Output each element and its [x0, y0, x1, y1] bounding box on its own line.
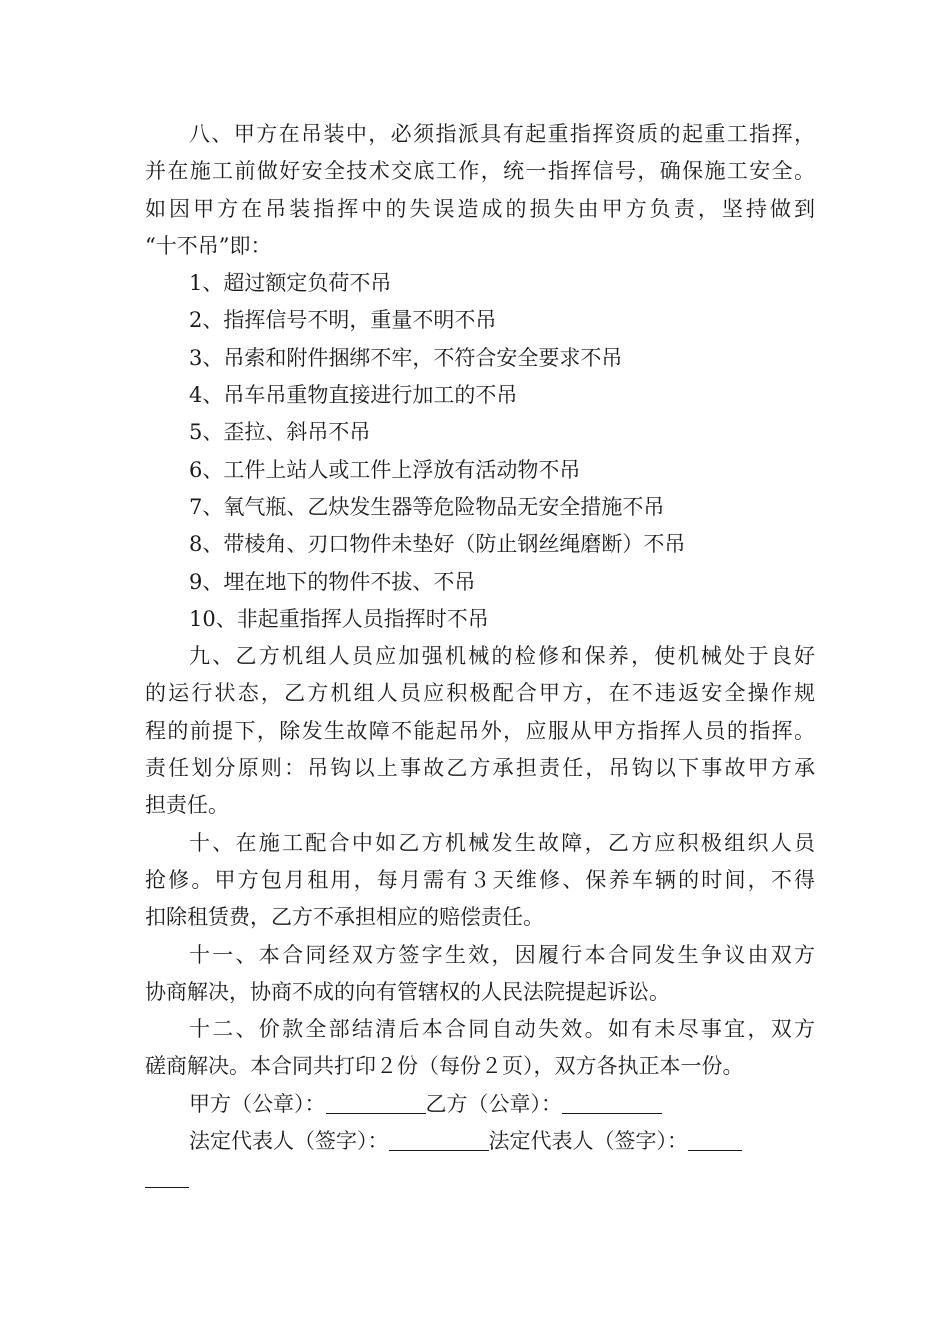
representative-line-continued — [145, 1160, 815, 1197]
clause-9-line: 九、乙方机组人员应加强机械的检修和保养，使机械处于良好 — [189, 644, 815, 669]
party-b-seal-blank — [562, 1089, 662, 1114]
list-item: 6、工件上站人或工件上浮放有活动物不吊 — [189, 457, 581, 482]
list-item: 7、氧气瓶、乙炔发生器等危险物品无安全措施不吊 — [189, 494, 665, 519]
contract-page — [145, 116, 815, 1198]
list-item: 3、吊索和附件捆绑不牢，不符合安全要求不吊 — [189, 345, 623, 370]
clause-11 — [145, 937, 815, 1012]
clause-11-line: 十一、本合同经双方签字生效，因履行本合同发生争议由双方 — [189, 942, 815, 967]
clause-8-line: 如因甲方在吊装指挥中的失误造成的损失由甲方负责，坚持做到 — [145, 196, 815, 221]
clause-12-line: 磋商解决。本合同共打印２份（每份２页），双方各执正本一份。 — [145, 1054, 744, 1079]
clause-9-line: 程的前提下，除发生故障不能起吊外，应服从甲方指挥人员的指挥。 — [145, 718, 815, 743]
clause-12 — [145, 1011, 815, 1086]
list-item: 5、歪拉、斜吊不吊 — [189, 420, 371, 445]
clause-10-line: 抢修。甲方包月租用，每月需有３天维修、保养车辆的时间，不得 — [145, 867, 815, 892]
clause-10 — [145, 825, 815, 937]
party-b-seal-label: 乙方（公章）： — [425, 1091, 562, 1116]
clause-9-line: 责任划分原则：吊钩以上事故乙方承担责任，吊钩以下事故甲方承 — [145, 756, 815, 781]
clause-12-line: 十二、价款全部结清后本合同自动失效。如有未尽事宜，双方 — [189, 1017, 815, 1042]
clause-9 — [145, 638, 815, 824]
list-item: 2、指挥信号不明，重量不明不吊 — [189, 308, 497, 333]
clause-8-line: 八、甲方在吊装中，必须指派具有起重指挥资质的起重工指挥， — [189, 122, 815, 146]
ten-rules-list — [145, 265, 815, 638]
party-a-representative-label: 法定代表人（签字）： — [189, 1129, 389, 1154]
seal-line — [145, 1086, 815, 1123]
clause-9-line: 的运行状态，乙方机组人员应积极配合甲方，在不违返安全操作规 — [145, 681, 815, 706]
clause-10-line: 十、在施工配合中如乙方机械发生故障，乙方应积极组织人员 — [189, 830, 815, 855]
clause-9-line: 担责任。 — [145, 793, 229, 818]
clause-8-line: “十不吊”即： — [145, 233, 272, 258]
list-item: 10、非起重指挥人员指挥时不吊 — [189, 606, 489, 631]
party-b-representative-blank-continued — [145, 1163, 189, 1188]
list-item: 9、埋在地下的物件不拔、不吊 — [189, 569, 476, 594]
clause-10-line: 扣除租赁费，乙方不承担相应的赔偿责任。 — [145, 905, 544, 930]
signature-block — [145, 1086, 815, 1198]
party-a-representative-blank — [389, 1126, 489, 1151]
list-item: 1、超过额定负荷不吊 — [189, 271, 392, 296]
list-item: 8、带棱角、刃口物件未垫好（防止钢丝绳磨断）不吊 — [189, 532, 686, 557]
party-b-representative-blank — [688, 1126, 742, 1151]
clause-8 — [145, 116, 815, 265]
party-b-representative-label: 法定代表人（签字）： — [488, 1129, 688, 1154]
list-item: 4、吊车吊重物直接进行加工的不吊 — [189, 383, 518, 408]
representative-line — [145, 1123, 815, 1160]
clause-11-line: 协商解决，协商不成的向有管辖权的人民法院提起诉讼。 — [145, 979, 670, 1004]
clause-8-line: 并在施工前做好安全技术交底工作，统一指挥信号，确保施工安全。 — [145, 159, 815, 184]
party-a-seal-label: 甲方（公章）： — [189, 1091, 326, 1116]
party-a-seal-blank — [326, 1089, 426, 1114]
